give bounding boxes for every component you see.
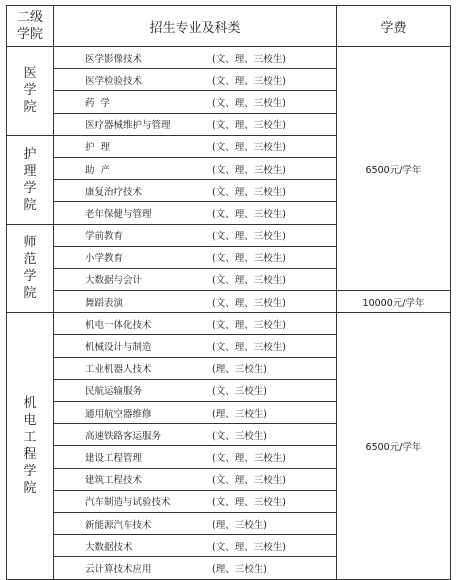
- major-category: (文、理、三校生): [212, 253, 286, 265]
- major-name: 建设工程管理: [85, 452, 143, 464]
- major-category: (文、理、三校生): [212, 297, 286, 309]
- table-header-row: [7, 6, 451, 47]
- major-category: (文、理、三校生): [212, 541, 286, 553]
- major-name: 机械设计与制造: [85, 342, 152, 354]
- major-category: (文、理、三校生): [212, 186, 286, 198]
- major-name: 护 理: [85, 142, 111, 154]
- major-name: 医学检验技术: [85, 75, 143, 87]
- major-cell: [54, 535, 337, 557]
- major-cell: [54, 113, 337, 135]
- major-cell: [54, 490, 337, 512]
- fee-cell-standard-upper: 6500元/学年: [337, 47, 451, 291]
- major-cell: [54, 335, 337, 357]
- header-college: [7, 6, 54, 47]
- major-name: 药 学: [85, 97, 111, 109]
- college-cell-nursing: [7, 135, 54, 224]
- major-category: (文、理、三校生): [212, 275, 286, 287]
- major-name: 民航运输服务: [85, 386, 143, 398]
- major-name: 康复治疗技术: [85, 186, 143, 198]
- major-category: (文、理、三校生): [212, 208, 286, 220]
- major-name: 助 产: [85, 164, 111, 176]
- major-name: 机电一体化技术: [85, 319, 152, 331]
- college-cell-normal: [7, 224, 54, 313]
- major-category: (文、理、三校生): [212, 53, 286, 65]
- major-cell: [54, 224, 337, 246]
- major-cell: [54, 202, 337, 224]
- major-cell: [54, 291, 337, 313]
- college-name: 师范学院: [23, 235, 37, 302]
- major-name: 小学教育: [85, 253, 124, 265]
- major-cell: [54, 446, 337, 468]
- major-category: (文、理、三校生): [212, 75, 286, 87]
- major-name: 工业机器人技术: [85, 364, 152, 376]
- major-category: (理、三校生): [212, 408, 267, 420]
- major-name: 通用航空器维修: [85, 408, 152, 420]
- table-row: [7, 47, 451, 69]
- major-cell: [54, 91, 337, 113]
- major-name: 云计算技术应用: [85, 563, 152, 575]
- major-name: 汽车制造与试验技术: [85, 497, 171, 509]
- major-name: 老年保健与管理: [85, 208, 152, 220]
- major-name: 高速铁路客运服务: [85, 430, 162, 442]
- major-cell: [54, 313, 337, 335]
- table-row: [7, 291, 451, 313]
- major-category: (文、理、三校生): [212, 475, 286, 487]
- header-college-label: 二级学院: [16, 10, 43, 42]
- major-cell: [54, 379, 337, 401]
- major-name: 医学影像技术: [85, 53, 143, 65]
- major-name: 学前教育: [85, 231, 124, 243]
- major-category: (理、三校生): [212, 364, 267, 376]
- major-cell: [54, 69, 337, 91]
- header-major: 招生专业及科类: [54, 6, 337, 47]
- fee-cell-standard-lower: 6500元/学年: [337, 313, 451, 579]
- major-category: (理、三校生): [212, 563, 267, 575]
- major-cell: [54, 402, 337, 424]
- major-cell: [54, 468, 337, 490]
- major-cell: [54, 424, 337, 446]
- major-category: (文、理、三校生): [212, 319, 286, 331]
- college-name: 医学院: [23, 66, 37, 116]
- major-cell: [54, 357, 337, 379]
- college-name: 护理学院: [23, 146, 37, 213]
- college-cell-medicine: [7, 47, 54, 136]
- major-category: (文、理、三校生): [212, 452, 286, 464]
- fee-cell-dance: 10000元/学年: [337, 291, 451, 313]
- major-name: 医疗器械维护与管理: [85, 120, 171, 132]
- major-category: (文、理、三校生): [212, 97, 286, 109]
- major-cell: [54, 268, 337, 290]
- major-cell: [54, 512, 337, 534]
- major-category: (文、三校生): [212, 430, 267, 442]
- college-name: 机电工程学院: [23, 395, 37, 496]
- major-cell: [54, 157, 337, 179]
- major-category: (文、理、三校生): [212, 164, 286, 176]
- major-category: (文、理、三校生): [212, 120, 286, 132]
- major-category: (文、理、三校生): [212, 231, 286, 243]
- major-category: (文、理、三校生): [212, 342, 286, 354]
- major-name: 建筑工程技术: [85, 475, 143, 487]
- college-cell-mechatronics: [7, 313, 54, 579]
- tuition-table: [6, 5, 451, 580]
- major-cell: [54, 135, 337, 157]
- major-name: 大数据与会计: [85, 275, 143, 287]
- major-cell: [54, 557, 337, 579]
- major-category: (文、三校生): [212, 386, 267, 398]
- major-cell: [54, 47, 337, 69]
- table-row: [7, 313, 451, 335]
- major-cell: [54, 246, 337, 268]
- header-fee: 学费: [337, 6, 451, 47]
- major-category: (理、三校生): [212, 519, 267, 531]
- major-name: 大数据技术: [85, 541, 133, 553]
- major-name: 新能源汽车技术: [85, 519, 152, 531]
- major-category: (文、理、三校生): [212, 142, 286, 154]
- major-cell: [54, 180, 337, 202]
- major-name: 舞蹈表演: [85, 297, 124, 309]
- major-category: (文、理、三校生): [212, 497, 286, 509]
